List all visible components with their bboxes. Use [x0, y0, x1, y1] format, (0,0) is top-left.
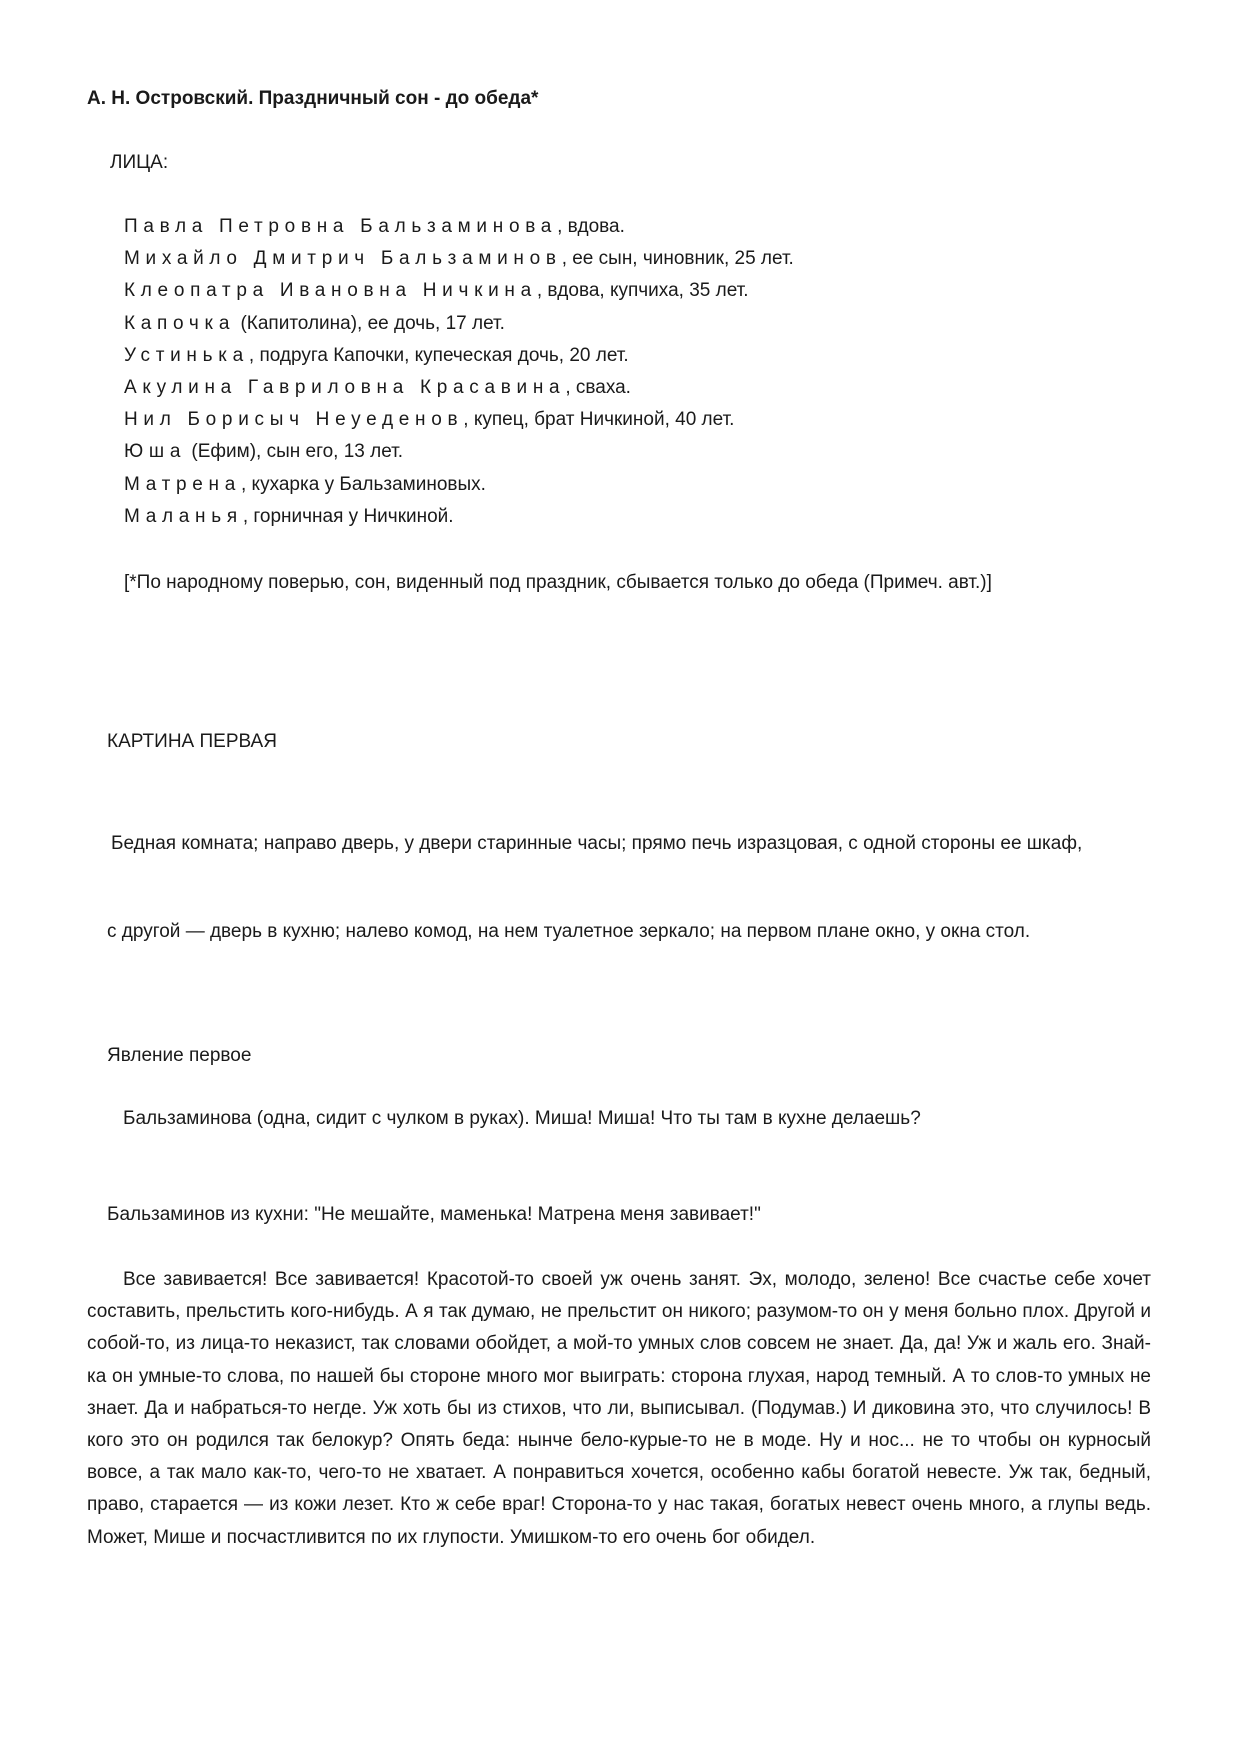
cast-description: , вдова.	[557, 216, 625, 237]
appearance-heading: Явление первое	[107, 1045, 252, 1066]
footnote: [*По народному поверью, сон, виденный под праздник, сбывается только до обеда (Примеч. авт.)]	[124, 572, 992, 593]
cast-description: , ее сын, чиновник, 25 лет.	[561, 248, 794, 270]
cast-item	[124, 440, 794, 472]
cast-name: Павла Петровна Бальзаминова	[124, 216, 558, 237]
cast-item	[124, 408, 794, 440]
cast-name: Капочка	[124, 312, 236, 334]
scene-heading: КАРТИНА ПЕРВАЯ	[107, 731, 277, 752]
cast-description: , купец, брат Ничкиной, 40 лет.	[463, 409, 735, 431]
cast-name: Акулина Гавриловна Красавина	[124, 376, 566, 398]
cast-description: , подруга Капочки, купеческая дочь, 20 лет.	[248, 344, 629, 366]
cast-name: Юша	[124, 441, 187, 463]
cast-description: , сваха.	[565, 376, 631, 398]
cast-name: Матрена	[124, 473, 241, 495]
persons-heading: ЛИЦА:	[110, 152, 169, 173]
cast-item	[124, 376, 794, 408]
cast-description: (Ефим), сын его, 13 лет.	[186, 441, 404, 463]
cast-name: Маланья	[124, 505, 243, 527]
document-title: А. Н. Островский. Праздничный сон - до обеда*	[87, 88, 539, 109]
cast-description: , вдова, купчиха, 35 лет.	[536, 280, 749, 302]
cast-item	[124, 312, 794, 344]
cast-item	[124, 247, 794, 279]
cast-item	[124, 473, 794, 505]
cast-item	[124, 344, 794, 376]
cast-name: Устинька	[124, 344, 249, 366]
dialogue-line: Бальзаминов из кухни: "Не мешайте, маменька! Матрена меня завивает!"	[107, 1204, 761, 1225]
cast-description: , кухарка у Бальзаминовых.	[241, 473, 486, 495]
cast-list	[124, 215, 794, 537]
cast-description: , горничная у Ничкиной.	[242, 505, 454, 527]
dialogue-line: Бальзаминова (одна, сидит с чулком в руках). Миша! Миша! Что ты там в кухне делаешь?	[123, 1108, 921, 1129]
cast-item	[124, 279, 794, 311]
stage-direction: Бедная комната; направо дверь, у двери старинные часы; прямо печь изразцовая, с одной стороны ее шкаф,	[111, 833, 1083, 854]
cast-item	[124, 215, 794, 247]
cast-description: (Капитолина), ее дочь, 17 лет.	[235, 312, 505, 334]
stage-direction-continued: с другой — дверь в кухню; налево комод, на нем туалетное зеркало; на первом плане окно, у окна стол.	[107, 921, 1031, 942]
cast-name: Михайло Дмитрич Бальзаминов	[124, 248, 562, 270]
monologue-paragraph: Все завивается! Все завивается! Красотой-то своей уж очень занят. Эх, молодо, зелено! Все счастье себе хочет составить, прельстить кого-нибудь. А я так думаю, не прельстит он никого; разумом-то он у меня больно плох. Другой и собой-то, из лица-то неказист, так словами обойдет, а мой-то умных слов совсем не знает. Да, да! Уж и жаль его. Знай-ка он умные-то слова, по нашей бы стороне много мог выиграть: сторона глухая, народ темный. А то слов-то умных не знает. Да и набраться-то негде. Уж хоть бы из стихов, что ли, выписывал. (Подумав.) И диковина это, что случилось! В кого это он родился так белокур? Опять беда: нынче бело-курые-то не в моде. Ну и нос... не то чтобы он курносый вовсе, а так мало как-то, чего-то не хватает. А понравиться хочется, особенно кабы богатой невесте. Уж так, бедный, право, старается — из кожи лезет. Кто ж себе враг! Сторона-то у нас такая, богатых невест очень много, а глупы ведь. Может, Мише и посчастливится по их глупости. Умишком-то его очень бог обидел.	[87, 1269, 1151, 1548]
cast-item	[124, 505, 794, 537]
cast-name: Клеопатра Ивановна Ничкина	[124, 280, 537, 302]
cast-name: Нил Борисыч Неуеденов	[124, 409, 464, 431]
